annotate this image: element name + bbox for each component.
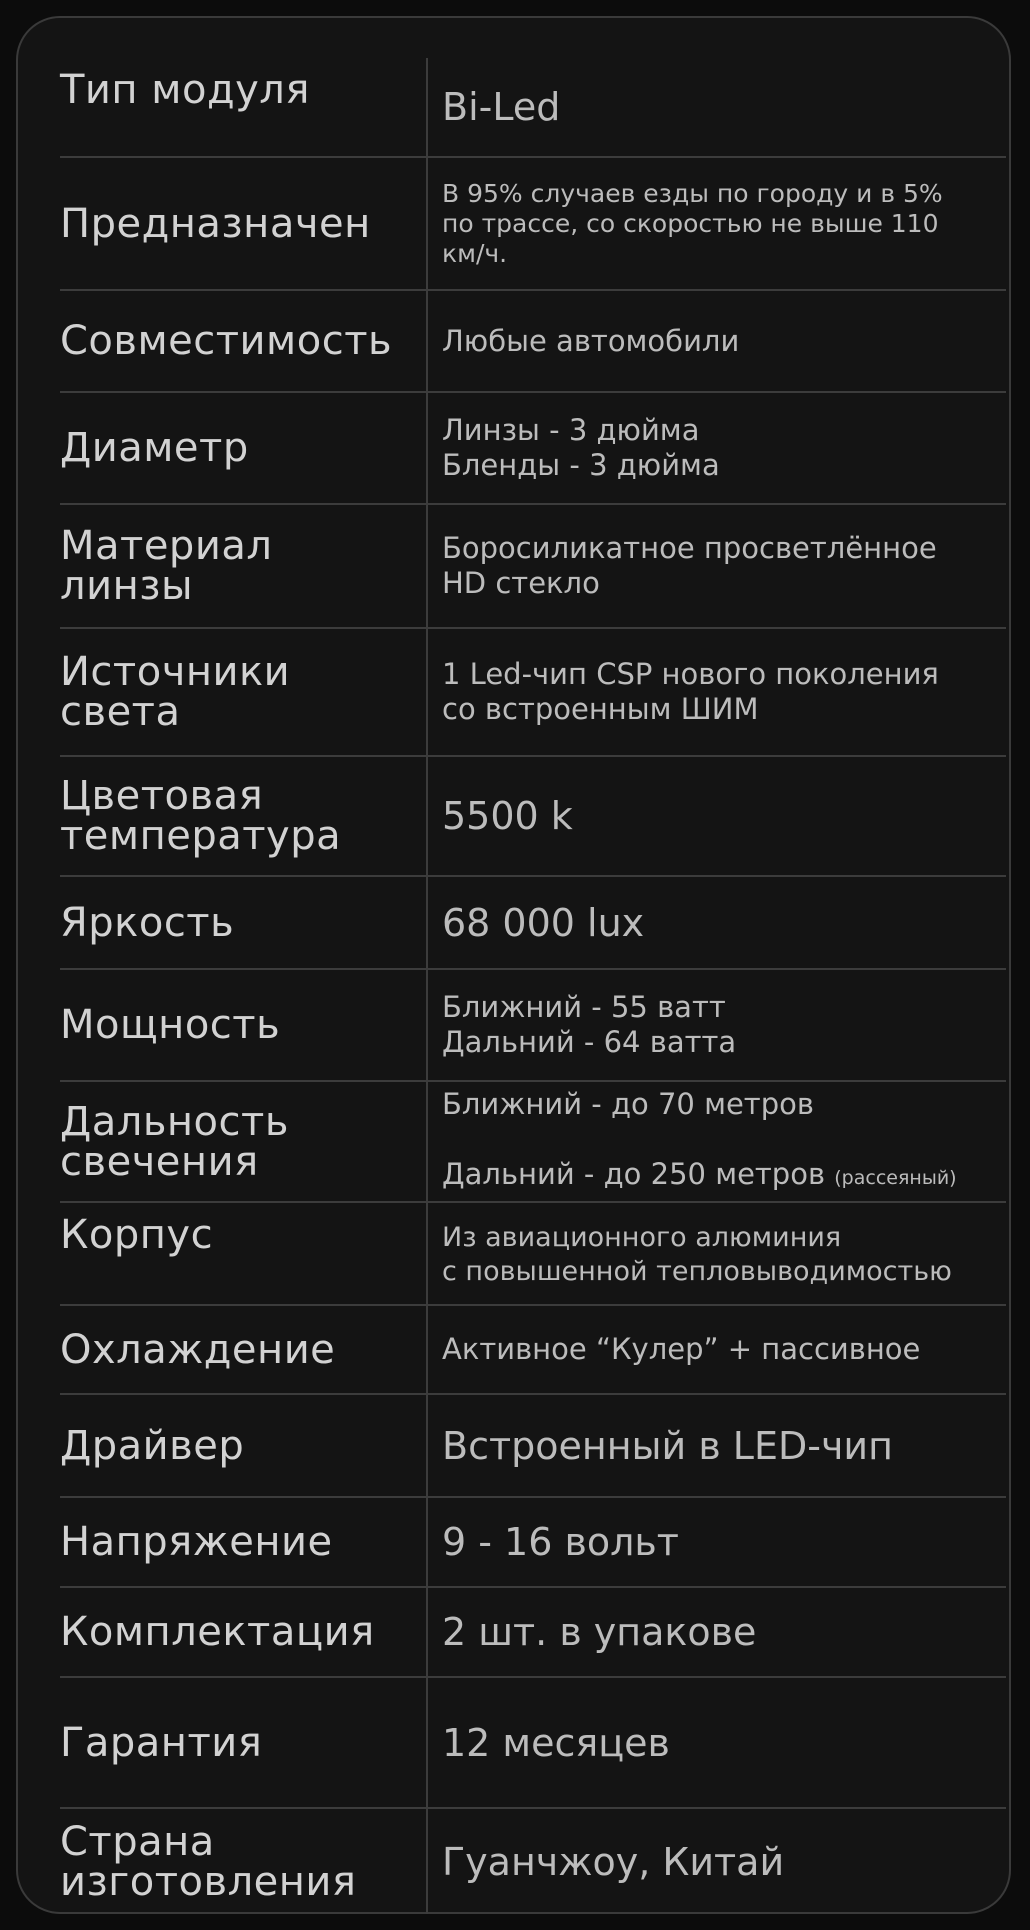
range-line-high-text: Дальний - до 250 метров [442,1157,826,1191]
spec-value: Из авиационного алюминия с повышенной тепловыводимостью [428,1203,1006,1306]
spec-value: 9 - 16 вольт [428,1498,1006,1588]
spec-value: В 95% случаев езды по городу и в 5% по трассе, со скоростью не выше 110 км/ч. [428,158,1006,291]
spec-value: Ближний - 55 ватт Дальний - 64 ватта [428,970,1006,1082]
spec-label: Гарантия [60,1678,428,1809]
spec-value: Любые автомобили [428,291,1006,393]
spec-label: Дальность свечения [60,1082,428,1203]
spec-label: Комплектация [60,1588,428,1678]
spec-label: Корпус [60,1203,428,1306]
spec-label: Материал линзы [60,505,428,629]
spec-label: Драйвер [60,1395,428,1498]
spec-label: Страна изготовления [60,1809,428,1914]
spec-value: 1 Led-чип CSP нового поколения со встроенным ШИМ [428,629,1006,757]
spec-value: 5500 k [428,757,1006,877]
spec-label: Совместимость [60,291,428,393]
spec-value: Активное “Кулер” + пассивное [428,1306,1006,1395]
spec-label: Источники света [60,629,428,757]
spec-label: Цветовая температура [60,757,428,877]
spec-label: Яркость [60,877,428,970]
spec-value: Линзы - 3 дюйма Бленды - 3 дюйма [428,393,1006,505]
spec-value [428,1082,1006,1203]
spec-value: 2 шт. в упакове [428,1588,1006,1678]
spec-value: 68 000 lux [428,877,1006,970]
spec-label: Тип модуля [60,58,428,158]
spec-value: Bi-Led [428,58,1006,158]
range-line-high [442,1157,957,1196]
spec-value: 12 месяцев [428,1678,1006,1809]
spec-label: Охлаждение [60,1306,428,1395]
range-line-low: Ближний - до 70 метров [442,1087,814,1121]
spec-label: Напряжение [60,1498,428,1588]
spec-label: Диаметр [60,393,428,505]
spec-value: Гуанчжоу, Китай [442,1839,785,1884]
spec-label: Предназначен [60,158,428,291]
spec-value: Встроенный в LED-чип [428,1395,1006,1498]
spec-label: Мощность [60,970,428,1082]
spec-card [16,16,1011,1914]
range-note: (рассеяный) [834,1167,957,1189]
spec-table [60,58,1006,1914]
spec-value: Боросиликатное просветлённое HD стекло [428,505,1006,629]
